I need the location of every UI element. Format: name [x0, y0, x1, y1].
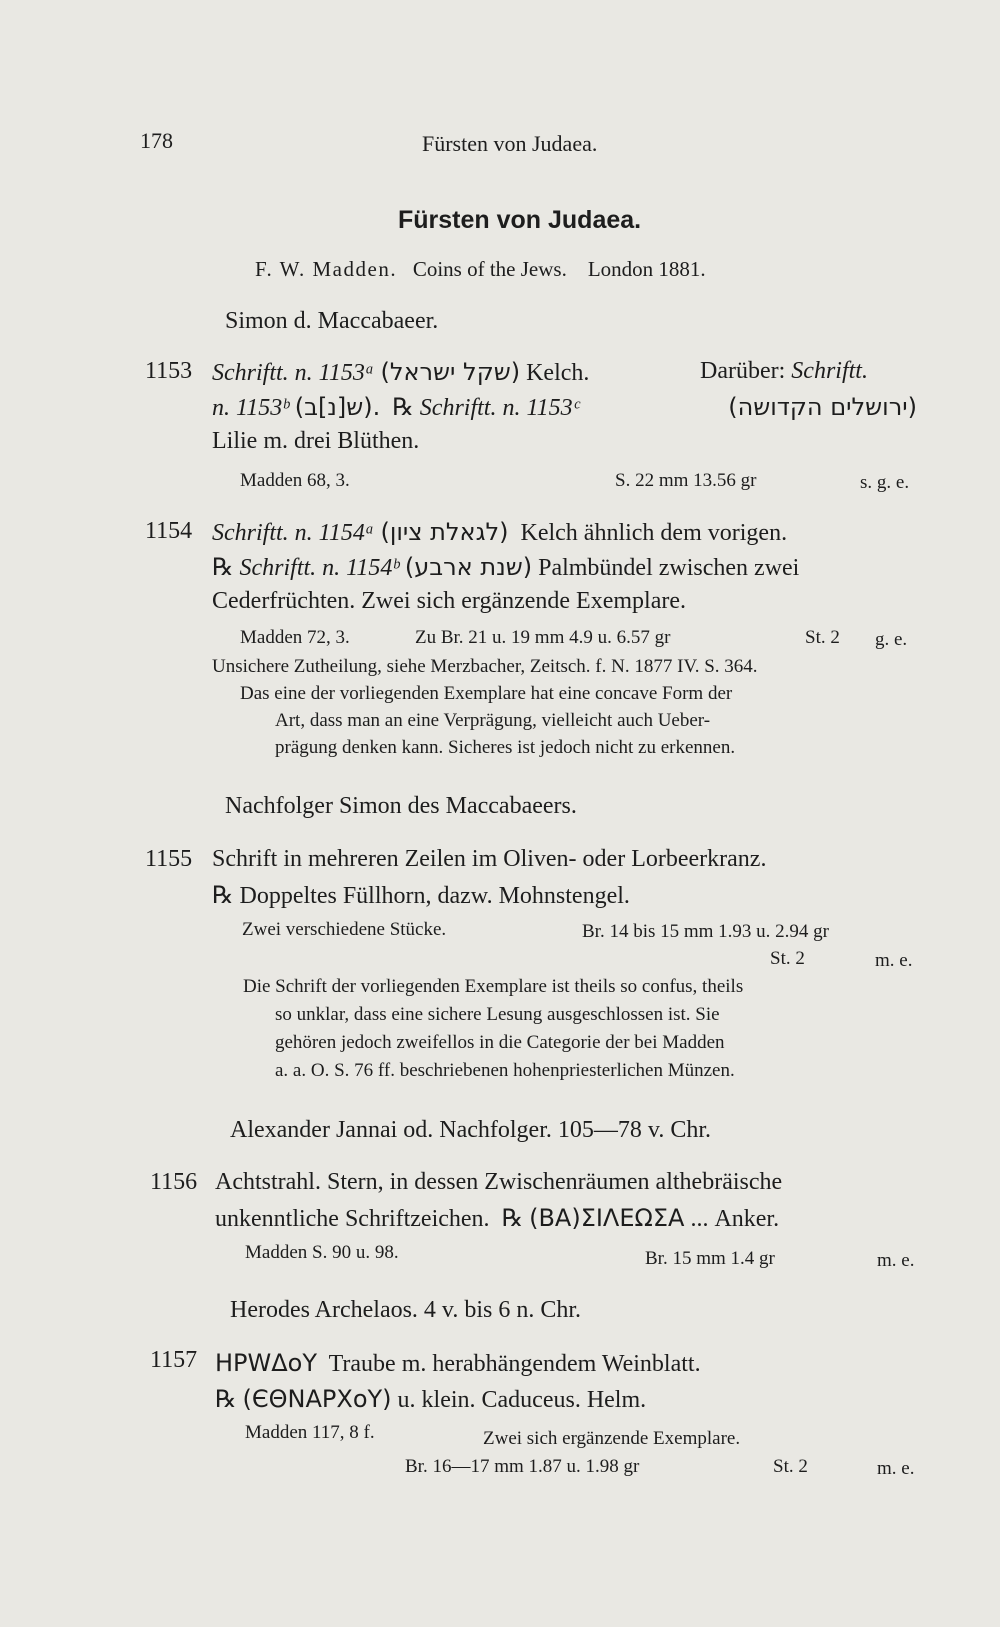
condition-grade: m. e.: [877, 1458, 915, 1479]
entry-number: 1154: [145, 518, 193, 544]
bibliography-ref: Madden 117, 8 f.: [245, 1422, 375, 1443]
metal-size-weight: Br. 14 bis 15 mm 1.93 u. 2.94 gr: [582, 921, 830, 942]
reverse-symbol: ℞: [501, 1206, 524, 1232]
description-text: u. klein. Caduceus. Helm.: [397, 1387, 647, 1413]
hebrew-inscription: (לגאלת ציון): [380, 518, 509, 546]
description-text: Palmbündel zwischen zwei: [538, 555, 800, 581]
reference-line: [255, 257, 706, 282]
entry-line: [212, 358, 589, 387]
entry-number: 1153: [145, 358, 193, 384]
note-line: Unsichere Zutheilung, siehe Merzbacher, Zeitsch. f. N. 1877 IV. S. 364.: [212, 656, 758, 677]
description-text: Kelch.: [526, 360, 590, 386]
subsection-simon: Simon d. Maccabaeer.: [225, 308, 439, 334]
bibliography-ref: Madden 68, 3.: [240, 470, 350, 491]
condition-grade: s. g. e.: [860, 472, 910, 493]
greek-inscription: (ΒΑ)ΣΙΛΕΩΣΑ: [529, 1204, 685, 1232]
reference-author: F. W. Madden.: [255, 257, 398, 281]
note-line: so unklar, dass eine sichere Lesung ausgeschlossen ist. Sie: [275, 1004, 720, 1025]
entry-number: 1157: [150, 1347, 198, 1373]
note-line: Das eine der vorliegenden Exemplare hat eine concave Form der: [240, 683, 733, 704]
inscription-ref: Schriftt. n. 1153ᵃ: [212, 360, 375, 386]
subsection-alexander: Alexander Jannai od. Nachfolger. 105—78 v. Chr.: [230, 1117, 711, 1143]
note-line: Zwei sich ergänzende Exemplare.: [483, 1428, 741, 1449]
subsection-herodes: Herodes Archelaos. 4 v. bis 6 n. Chr.: [230, 1297, 582, 1323]
entry-number: 1155: [145, 846, 193, 872]
bibliography-ref: Madden S. 90 u. 98.: [245, 1242, 399, 1263]
inscription-ref: Schriftt. n. 1153ᶜ: [419, 395, 579, 421]
hebrew-inscription: (ירושלים הקדושה): [728, 393, 917, 421]
inscription-ref: n. 1153ᵇ: [212, 395, 289, 421]
hebrew-inscription: (שקל ישראל): [380, 358, 521, 386]
description-text: unkenntliche Schriftzeichen.: [215, 1206, 490, 1232]
inscription-ref: Schriftt.: [791, 358, 868, 384]
note-line: prägung denken kann. Sicheres ist jedoch nicht zu erkennen.: [275, 737, 736, 758]
description-text: Traube m. herabhängendem Weinblatt.: [328, 1351, 701, 1377]
note-line: Die Schrift der vorliegenden Exemplare ist theils so confus, theils: [243, 976, 744, 997]
note-line: a. a. O. S. 76 ff. beschriebenen hohenpriesterlichen Münzen.: [275, 1060, 735, 1081]
entry-line: [215, 1385, 646, 1414]
greek-inscription: ΗΡWΔoY: [215, 1349, 318, 1377]
metal-size-weight: S. 22 mm 13.56 gr: [615, 470, 757, 491]
bibliography-ref: Madden 72, 3.: [240, 627, 350, 648]
condition-grade: m. e.: [875, 950, 913, 971]
metal-size-weight: Zu Br. 21 u. 19 mm 4.9 u. 6.57 gr: [415, 627, 671, 648]
description-text: Doppeltes Füllhorn, dazw. Mohnstengel.: [239, 883, 630, 909]
entry-line: [212, 553, 799, 582]
description-text: Cederfrüchten. Zwei sich ergänzende Exemplare.: [212, 588, 686, 614]
entry-line: [212, 881, 630, 910]
entry-line: [212, 393, 579, 422]
description-text: Darüber:: [700, 358, 786, 384]
condition-grade: m. e.: [877, 1250, 915, 1271]
reverse-symbol: ℞: [392, 395, 414, 421]
inscription-ref: Schriftt. n. 1154ᵃ: [212, 520, 375, 546]
stock-count: St. 2: [805, 627, 840, 648]
greek-inscription: (ЄΘΝΑΡΧoY): [242, 1385, 392, 1413]
inscription-ref: Schriftt. n. 1154ᵇ: [239, 555, 399, 581]
description-text: Achtstrahl. Stern, in dessen Zwischenräumen althebräische: [215, 1169, 783, 1195]
hebrew-inscription: (שנת ארבע): [404, 553, 533, 581]
section-title: Fürsten von Judaea.: [398, 206, 642, 234]
entry-line-tail: [700, 358, 868, 385]
entry-line: [212, 518, 787, 547]
note-line: Art, dass man an eine Verprägung, vielleicht auch Ueber-: [275, 710, 711, 731]
reverse-symbol: ℞: [215, 1387, 237, 1413]
stock-count: St. 2: [773, 1456, 808, 1477]
entry-number: 1156: [150, 1169, 198, 1195]
subsection-nachfolger: Nachfolger Simon des Maccabaeers.: [225, 793, 577, 819]
reverse-symbol: ℞: [212, 555, 234, 581]
note-line: gehören jedoch zweifellos in die Categorie der bei Madden: [275, 1032, 725, 1053]
metal-size-weight: Br. 16—17 mm 1.87 u. 1.98 gr: [405, 1456, 640, 1477]
page-number: 178: [140, 128, 173, 153]
stock-count: St. 2: [770, 948, 805, 969]
reverse-symbol: ℞: [212, 883, 234, 909]
description-text: ... Anker.: [690, 1206, 780, 1232]
reference-place-year: London 1881.: [587, 257, 706, 281]
hebrew-inscription: (ש[נ]ב).: [294, 393, 381, 421]
reference-work: Coins of the Jews.: [412, 257, 567, 281]
condition-grade: g. e.: [875, 629, 908, 650]
entry-line: [215, 1204, 779, 1233]
description-text: Lilie m. drei Blüthen.: [212, 428, 420, 454]
description-text: Kelch ähnlich dem vorigen.: [520, 520, 788, 546]
description-text: Schrift in mehreren Zeilen im Oliven- oder Lorbeerkranz.: [212, 846, 767, 872]
bibliography-ref: Zwei verschiedene Stücke.: [242, 919, 447, 940]
entry-line: [215, 1349, 701, 1378]
running-title: Fürsten von Judaea.: [422, 131, 598, 156]
metal-size-weight: Br. 15 mm 1.4 gr: [645, 1248, 775, 1269]
